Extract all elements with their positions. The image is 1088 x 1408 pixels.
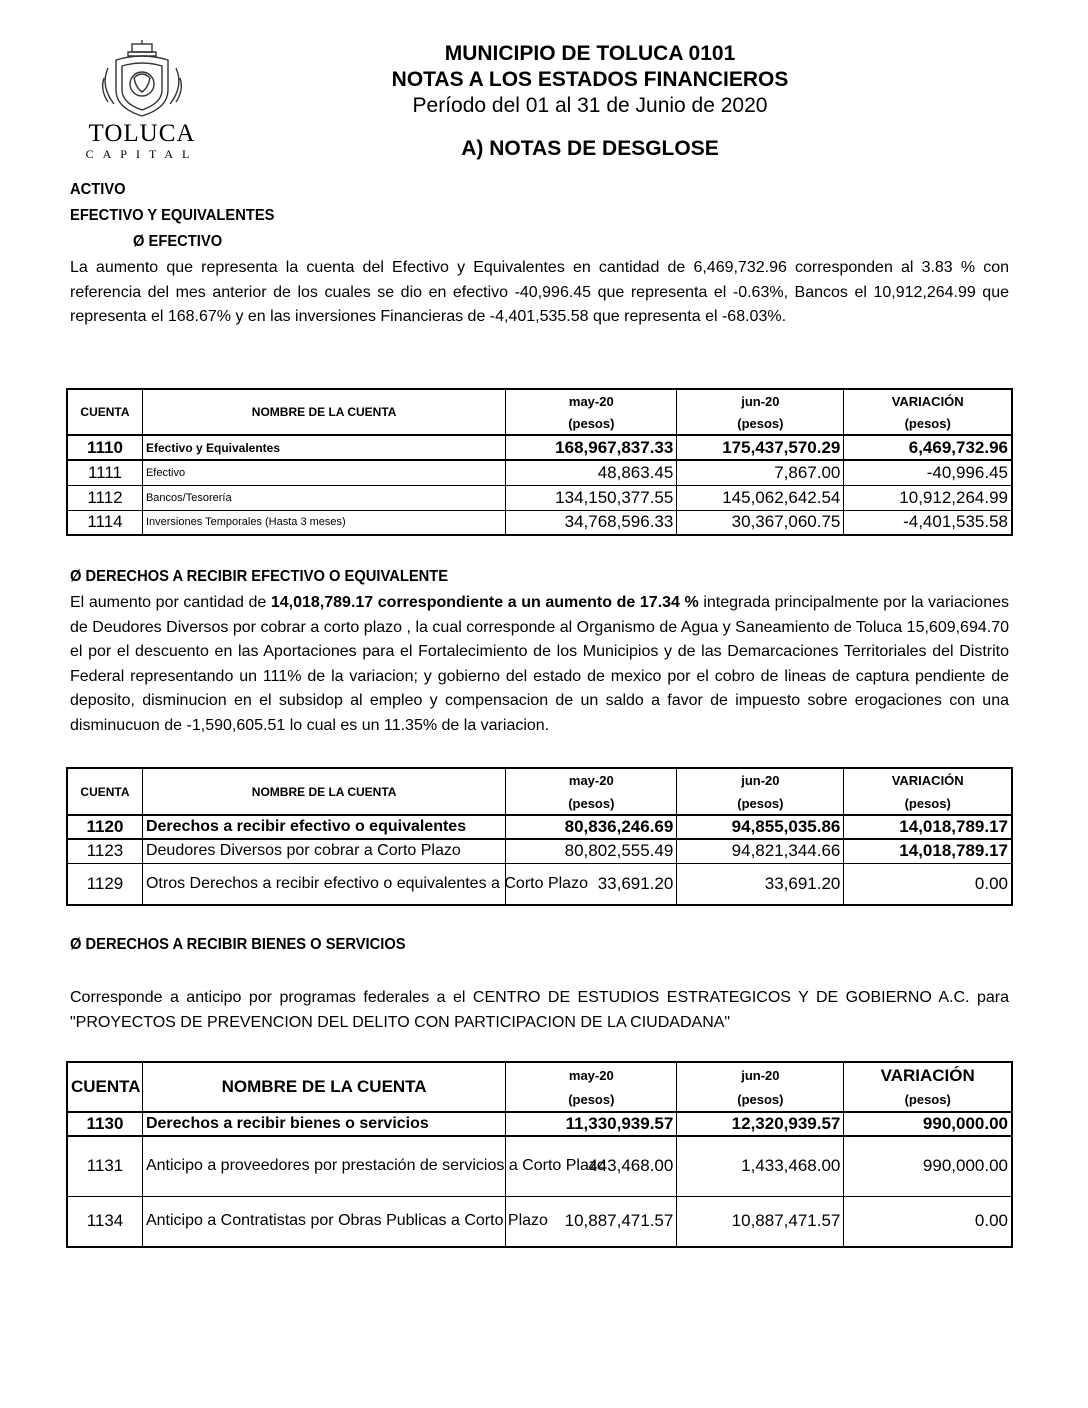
cell-var: 0.00 [844, 1196, 1012, 1247]
table-row [67, 510, 1012, 535]
cell-code: 1123 [67, 839, 142, 863]
table-row [67, 485, 1012, 510]
period-text: Período del 01 al 31 de Junio de 2020 [412, 94, 768, 117]
col-may-unit: (pesos) [506, 792, 677, 815]
cell-var: -4,401,535.58 [844, 510, 1012, 535]
col-may-unit: (pesos) [506, 1088, 677, 1112]
cell-jun: 94,855,035.86 [677, 815, 844, 839]
cell-code: 1129 [67, 863, 142, 905]
cell-code: 1110 [67, 435, 142, 460]
cell-jun: 12,320,939.57 [677, 1112, 844, 1136]
derechos-efectivo-paragraph [70, 591, 1009, 738]
cell-jun: 33,691.20 [677, 863, 844, 905]
efectivo-table [66, 388, 1013, 536]
table-row-total [67, 815, 1012, 839]
cell-jun: 30,367,060.75 [677, 510, 844, 535]
cell-name: Derechos a recibir bienes o servicios [142, 1112, 505, 1136]
derechos-efectivo-heading: Ø DERECHOS A RECIBIR EFECTIVO O EQUIVALENTE [70, 568, 449, 585]
cell-name: Anticipo a proveedores por prestación de servicios a Corto Plazo [142, 1136, 505, 1196]
cell-var: 0.00 [844, 863, 1012, 905]
col-nombre: NOMBRE DE LA CUENTA [142, 768, 505, 815]
col-jun-unit: (pesos) [677, 413, 844, 435]
col-jun: jun-20 [677, 768, 844, 792]
para-text-b: integrada principalmente por la variaciones de Deudores Diversos por cobrar a corto plazo , la cual corresponde al Organismo de Agua y Saneamiento de Toluca 15,609,694.70 el por el descuento en las Aportaciones para el Fortalecimiento de los Municipios y de las Demarcaciones Territoriales del Distrito Federal representando un 111% de la variacion; y gobierno del estado de mexico por el cobro de lineas de captura pendiente de deposito, disminucion en el subsidop al empleo y compensacion de un saldo a favor de impuesto sobre erogaciones con una disminucuon de -1,590,605.51 lo cual es un 11.35% de la variacion. [70, 594, 1009, 734]
page-title: MUNICIPIO DE TOLUCA 0101 [444, 42, 736, 65]
table-row-total [67, 435, 1012, 460]
cell-may: 80,802,555.49 [506, 839, 677, 863]
col-variacion: VARIACIÓN [844, 768, 1012, 792]
col-may: may-20 [506, 389, 677, 413]
derechos-bienes-heading: Ø DERECHOS A RECIBIR BIENES O SERVICIOS [70, 936, 406, 953]
para-text-a: El aumento por cantidad de [70, 594, 271, 611]
cell-var: 990,000.00 [844, 1112, 1012, 1136]
cell-name: Efectivo [142, 460, 505, 485]
cell-may: 80,836,246.69 [506, 815, 677, 839]
col-jun-unit: (pesos) [677, 1088, 844, 1112]
table-row [67, 1136, 1012, 1196]
table-row [67, 863, 1012, 905]
col-jun-unit: (pesos) [677, 792, 844, 815]
logo-name: TOLUCA [88, 120, 196, 147]
col-may: may-20 [506, 768, 677, 792]
page-subtitle: NOTAS A LOS ESTADOS FINANCIEROS [391, 68, 789, 91]
cell-name: Anticipo a Contratistas por Obras Publicas a Corto Plazo [142, 1196, 505, 1247]
activo-heading: ACTIVO [70, 181, 126, 198]
section-title: A) NOTAS DE DESGLOSE [461, 137, 719, 160]
col-jun: jun-20 [677, 1062, 844, 1088]
col-var-unit: (pesos) [844, 1088, 1012, 1112]
derechos-bienes-paragraph: Corresponde a anticipo por programas federales a el CENTRO DE ESTUDIOS ESTRATEGICOS Y DE GOBIERNO A.C. para "PROYECTOS DE PREVENCION DEL DELITO CON PARTICIPACION DE LA CIUDADANA" [70, 989, 1009, 1031]
col-may: may-20 [506, 1062, 677, 1088]
cell-may: 34,768,596.33 [506, 510, 677, 535]
cell-name: Efectivo y Equivalentes [142, 435, 505, 460]
col-may-unit: (pesos) [506, 413, 677, 435]
cell-jun: 1,433,468.00 [677, 1136, 844, 1196]
cell-may: 33,691.20 [506, 863, 677, 905]
cell-code: 1134 [67, 1196, 142, 1247]
table-row [67, 460, 1012, 485]
cell-jun: 7,867.00 [677, 460, 844, 485]
efectivo-heading: Ø EFECTIVO [133, 233, 223, 250]
cell-may: 11,330,939.57 [506, 1112, 677, 1136]
derechos-efectivo-table [66, 767, 1013, 906]
cell-code: 1112 [67, 485, 142, 510]
cell-may: 10,887,471.57 [506, 1196, 677, 1247]
cell-var: 10,912,264.99 [844, 485, 1012, 510]
cell-name: Bancos/Tesorería [142, 485, 505, 510]
cell-may: 134,150,377.55 [506, 485, 677, 510]
cell-code: 1114 [67, 510, 142, 535]
cell-var: 990,000.00 [844, 1136, 1012, 1196]
col-nombre: NOMBRE DE LA CUENTA [142, 389, 505, 435]
cell-var: 14,018,789.17 [844, 815, 1012, 839]
cell-name: Otros Derechos a recibir efectivo o equivalentes a Corto Plazo [142, 863, 505, 905]
cell-name: Inversiones Temporales (Hasta 3 meses) [142, 510, 505, 535]
cell-jun: 10,887,471.57 [677, 1196, 844, 1247]
cell-name: Deudores Diversos por cobrar a Corto Plazo [142, 839, 505, 863]
table-row [67, 839, 1012, 863]
cell-code: 1111 [67, 460, 142, 485]
cell-may: 168,967,837.33 [506, 435, 677, 460]
efectivo-paragraph: La aumento que representa la cuenta del Efectivo y Equivalentes en cantidad de 6,469,732.96 corresponden al 3.83 % con referencia del mes anterior de los cuales se dio en efectivo -40,996.45 que representa el -0.63%, Bancos el 10,912,264.99 que representa el 168.67% y en las inversiones Financieras de -4,401,535.58 que representa el -68.03%. [70, 259, 1009, 325]
col-cuenta: CUENTA [67, 768, 142, 815]
col-nombre: NOMBRE DE LA CUENTA [142, 1062, 505, 1112]
cell-name: Derechos a recibir efectivo o equivalentes [142, 815, 505, 839]
col-var-unit: (pesos) [844, 792, 1012, 815]
col-variacion: VARIACIÓN [844, 389, 1012, 413]
col-cuenta: CUENTA [67, 389, 142, 435]
cell-may: 48,863.45 [506, 460, 677, 485]
cell-code: 1120 [67, 815, 142, 839]
table-row [67, 1196, 1012, 1247]
cell-var: 6,469,732.96 [844, 435, 1012, 460]
table-row-total [67, 1112, 1012, 1136]
cell-may: 443,468.00 [506, 1136, 677, 1196]
col-var-unit: (pesos) [844, 413, 1012, 435]
cell-code: 1130 [67, 1112, 142, 1136]
cell-var: 14,018,789.17 [844, 839, 1012, 863]
col-variacion: VARIACIÓN [844, 1062, 1012, 1088]
derechos-bienes-table [66, 1061, 1013, 1248]
col-cuenta: CUENTA [67, 1062, 142, 1112]
cell-jun: 94,821,344.66 [677, 839, 844, 863]
coat-of-arms-icon [78, 38, 206, 120]
para-text-bold: 14,018,789.17 correspondiente a un aumento de 17.34 % [270, 594, 699, 611]
cell-var: -40,996.45 [844, 460, 1012, 485]
efectivo-equivalentes-heading: EFECTIVO Y EQUIVALENTES [70, 207, 275, 224]
cell-jun: 175,437,570.29 [677, 435, 844, 460]
cell-code: 1131 [67, 1136, 142, 1196]
col-jun: jun-20 [677, 389, 844, 413]
logo-sub: CAPITAL [85, 147, 199, 161]
toluca-logo [78, 38, 206, 162]
cell-jun: 145,062,642.54 [677, 485, 844, 510]
